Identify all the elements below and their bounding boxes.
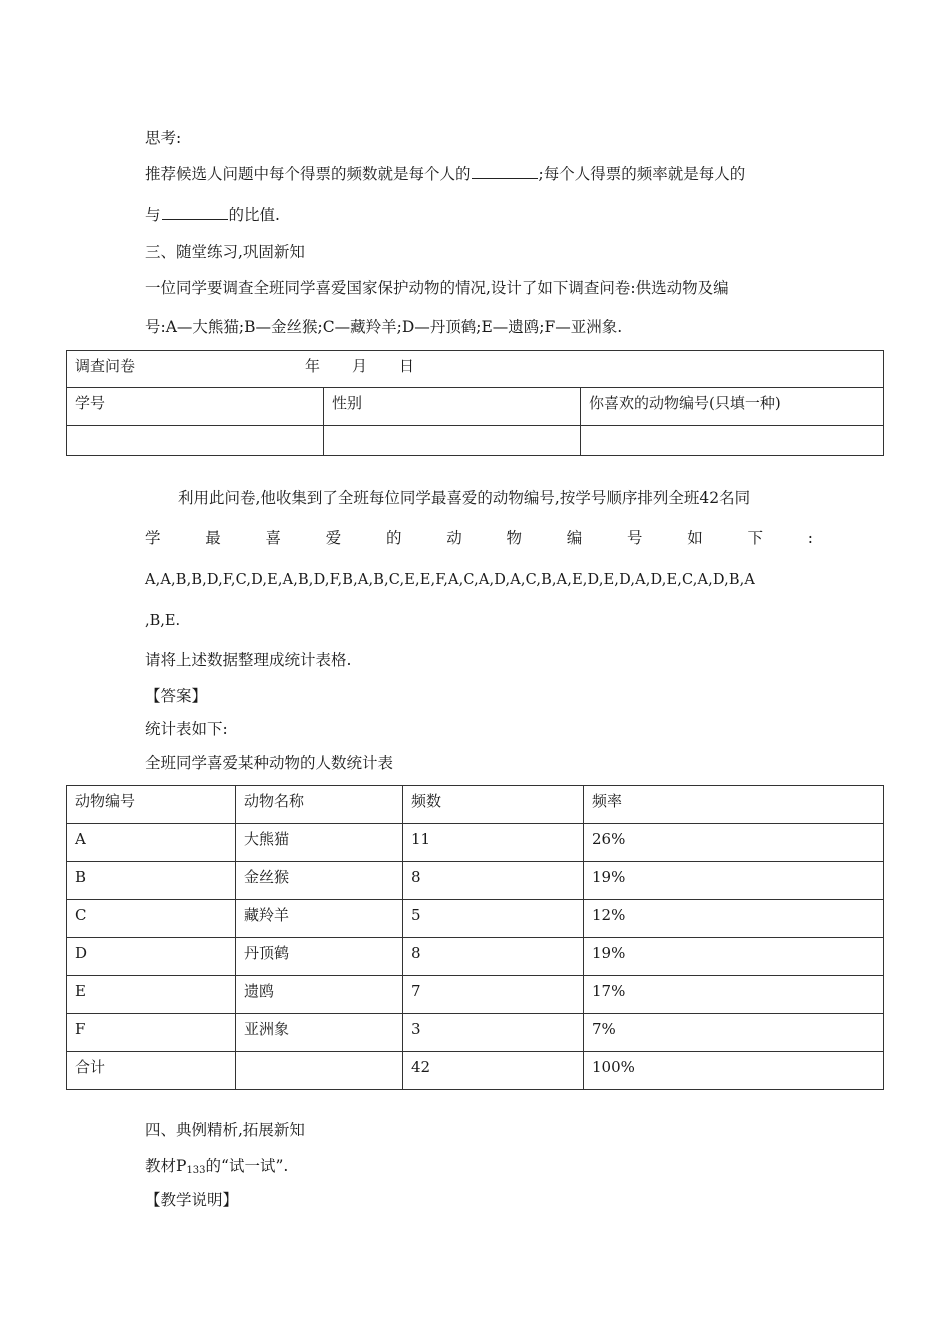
problem-line-2-char: 号 [627, 529, 643, 547]
problem-line-2-char: 喜 [265, 529, 282, 547]
thinking-line-1 [145, 164, 745, 184]
problem-line-2-char: 最 [205, 529, 221, 547]
thinking-line-2-text-b: 的比值. [228, 206, 280, 224]
stats-header-cell: 动物编号 [67, 786, 236, 824]
textbook-text-b: 的“试一试”. [205, 1157, 289, 1175]
section-3-intro-1: 一位同学要调查全班同学喜爱国家保护动物的情况,设计了如下调查问卷:供选动物及编 [145, 279, 729, 297]
stats-cell: 26% [584, 824, 884, 862]
section-4-heading: 四、典例精析,拓展新知 [145, 1121, 305, 1139]
answer-intro: 统计表如下: [145, 720, 228, 738]
problem-line-2-char: 下 [747, 529, 764, 547]
thinking-line-1-text-a: 推荐候选人问题中每个得票的频数就是每个人的 [145, 165, 471, 183]
stats-cell: 42 [403, 1052, 584, 1090]
survey-day: 日 [399, 357, 415, 375]
textbook-page: 133 [186, 1165, 206, 1176]
stats-row [67, 862, 884, 900]
stats-row [67, 938, 884, 976]
stats-cell: 19% [584, 862, 884, 900]
stats-cell: 11 [403, 824, 584, 862]
thinking-line-1-text-b: ;每个人得票的频率就是每人的 [538, 165, 746, 183]
stats-cell: 丹顶鹤 [236, 938, 403, 976]
fill-blank [162, 205, 228, 220]
stats-cell: 100% [584, 1052, 884, 1090]
section-3-heading: 三、随堂练习,巩固新知 [145, 243, 305, 261]
stats-cell: 3 [403, 1014, 584, 1052]
stats-cell: 8 [403, 862, 584, 900]
problem-line-2-char: 如 [687, 529, 703, 547]
stats-cell: 藏羚羊 [236, 900, 403, 938]
textbook-reference [145, 1156, 288, 1181]
stats-cell: E [67, 976, 236, 1014]
problem-line-2-char: : [807, 529, 813, 547]
stats-cell: 亚洲象 [236, 1014, 403, 1052]
thinking-heading: 思考: [145, 129, 182, 147]
teaching-note: 【教学说明】 [145, 1191, 239, 1209]
stats-cell: 金丝猴 [236, 862, 403, 900]
stats-header-cell: 频率 [584, 786, 884, 824]
data-sequence: A,A,B,B,D,F,C,D,E,A,B,D,F,B,A,B,C,E,E,F,A,C,A,D,A,C,B,A,E,D,E,D,A,D,E,C,A,D,B,A [145, 572, 756, 588]
stats-cell: F [67, 1014, 236, 1052]
problem-line-2-char: 爱 [325, 529, 342, 547]
stats-row [67, 1014, 884, 1052]
answer-label: 【答案】 [145, 687, 208, 705]
problem-line-2-char: 学 [145, 529, 161, 547]
stats-cell: 7 [403, 976, 584, 1014]
stats-cell: A [67, 824, 236, 862]
stats-cell: 12% [584, 900, 884, 938]
stats-cell: B [67, 862, 236, 900]
stats-cell: 8 [403, 938, 584, 976]
fill-blank [472, 164, 538, 179]
survey-empty-cell [324, 426, 581, 456]
problem-line-2-char: 物 [506, 529, 523, 547]
stats-cell: C [67, 900, 236, 938]
stats-header-cell: 频数 [403, 786, 584, 824]
thinking-line-2 [145, 205, 280, 225]
stats-table-title: 全班同学喜爱某种动物的人数统计表 [145, 754, 394, 772]
stats-row [67, 900, 884, 938]
problem-line-1: 利用此问卷,他收集到了全班每位同学最喜爱的动物编号,按学号顺序排列全班42名同 [178, 489, 751, 507]
stats-cell: 17% [584, 976, 884, 1014]
data-sequence-end: ,B,E. [145, 613, 181, 629]
stats-row [67, 1052, 884, 1090]
stats-cell: 大熊猫 [236, 824, 403, 862]
survey-empty-cell [581, 426, 884, 456]
stats-table [66, 785, 884, 1090]
survey-col-favorite: 你喜欢的动物编号(只填一种) [581, 388, 884, 426]
stats-row [67, 824, 884, 862]
stats-cell [236, 1052, 403, 1090]
problem-line-2-char: 的 [386, 529, 402, 547]
survey-header-cell [67, 351, 884, 388]
stats-row [67, 976, 884, 1014]
stats-header-row [67, 786, 884, 824]
survey-title: 调查问卷 [75, 357, 136, 375]
stats-cell: 7% [584, 1014, 884, 1052]
survey-table [66, 350, 884, 456]
survey-month: 月 [352, 357, 368, 375]
problem-instruction: 请将上述数据整理成统计表格. [145, 651, 352, 669]
survey-empty-cell [67, 426, 324, 456]
problem-line-2-char: 动 [446, 529, 462, 547]
survey-col-gender: 性别 [324, 388, 581, 426]
survey-year: 年 [305, 357, 321, 375]
stats-cell: 遗鸥 [236, 976, 403, 1014]
stats-cell: 5 [403, 900, 584, 938]
textbook-text-a: 教材P [145, 1157, 187, 1175]
stats-cell: D [67, 938, 236, 976]
survey-col-student-id: 学号 [67, 388, 324, 426]
section-3-intro-2: 号:A—大熊猫;B—金丝猴;C—藏羚羊;D—丹顶鹤;E—遗鸥;F—亚洲象. [145, 318, 623, 336]
problem-line-2 [145, 528, 813, 548]
stats-header-cell: 动物名称 [236, 786, 403, 824]
stats-cell: 19% [584, 938, 884, 976]
stats-cell: 合计 [67, 1052, 236, 1090]
thinking-line-2-text-a: 与 [145, 206, 161, 224]
problem-line-2-char: 编 [566, 529, 583, 547]
